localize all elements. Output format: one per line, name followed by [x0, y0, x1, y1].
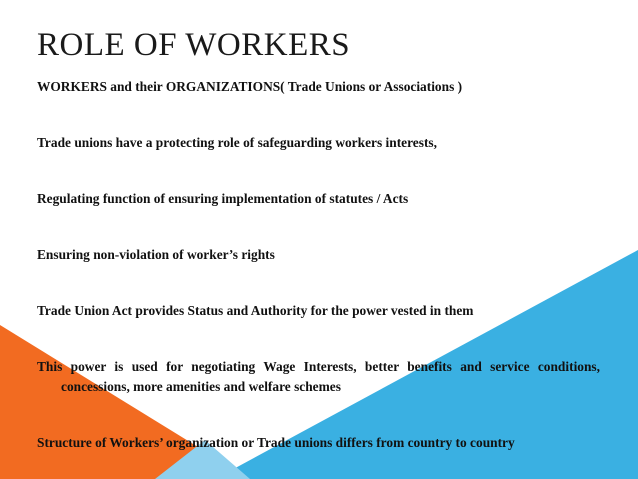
bullet-item: WORKERS and their ORGANIZATIONS( Trade Unions or Associations )	[37, 79, 463, 94]
bullet-item: Ensuring non-violation of worker’s rights	[37, 247, 275, 262]
bullet-item: Trade unions have a protecting role of safeguarding workers interests,	[37, 135, 437, 150]
bullet-item: This power is used for negotiating Wage Interests, better benefits and service conditions, concessions, more amenities and welfare schemes	[37, 359, 600, 394]
bullet-item: Structure of Workers’ organization or Trade unions differs from country to country	[37, 435, 515, 450]
bullet-item: Regulating function of ensuring implementation of statutes / Acts	[37, 191, 409, 206]
bullet-item: Trade Union Act provides Status and Authority for the power vested in them	[37, 303, 474, 318]
slide-title: ROLE OF WORKERS	[37, 27, 351, 63]
bullet-list	[37, 77, 600, 453]
